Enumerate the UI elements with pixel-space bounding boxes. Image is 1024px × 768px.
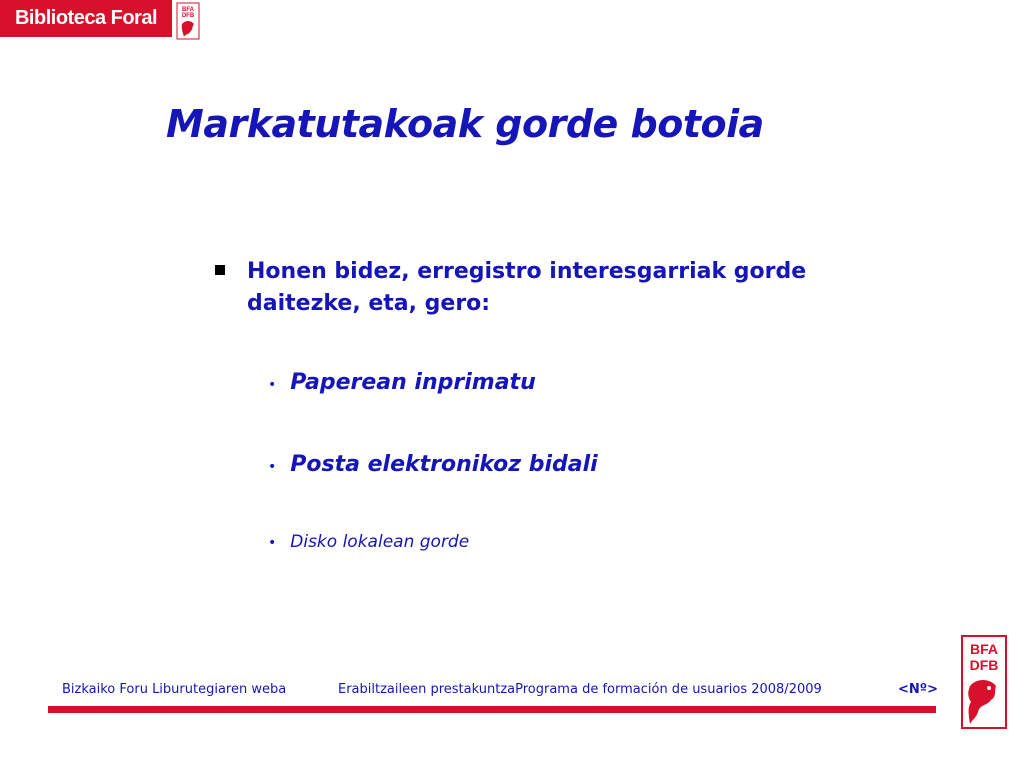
- sub-bullet: [268, 452, 598, 477]
- sub-bullet-text: Disko lokalean gorde: [290, 532, 470, 552]
- footer-center-text: Erabiltzaileen prestakuntzaPrograma de formación de usuarios 2008/2009: [338, 682, 822, 697]
- brand-name: Biblioteca Foral: [14, 7, 158, 29]
- main-bullet: [215, 256, 895, 320]
- brand-logo: [0, 0, 172, 37]
- footer-crest-icon: [960, 634, 1008, 730]
- crest-bottom-line1: BFA: [970, 641, 998, 657]
- slide-title: Markatutakoak gorde botoia: [166, 102, 764, 146]
- crest-logo-icon: [176, 2, 200, 40]
- dot-bullet-icon: •: [268, 535, 277, 551]
- crest-top-line1: BFA: [182, 7, 194, 13]
- footer-left-text: Bizkaiko Foru Liburutegiaren weba: [62, 682, 287, 697]
- square-bullet-icon: [215, 265, 225, 275]
- page-number: <Nº>: [898, 682, 938, 697]
- sub-bullet-text: Posta elektronikoz bidali: [290, 452, 598, 477]
- sub-bullet: [268, 370, 536, 395]
- crest-bottom-line2: DFB: [969, 657, 999, 673]
- main-bullet-text: Honen bidez, erregistro interesgarriak gorde daitezke, eta, gero:: [247, 259, 807, 316]
- sub-bullet-text: Paperean inprimatu: [290, 370, 536, 395]
- dot-bullet-icon: •: [268, 459, 277, 475]
- sub-bullet: [268, 532, 469, 552]
- crest-top-line2: DFB: [181, 13, 195, 19]
- footer-divider: [48, 706, 936, 713]
- dot-bullet-icon: •: [268, 377, 277, 393]
